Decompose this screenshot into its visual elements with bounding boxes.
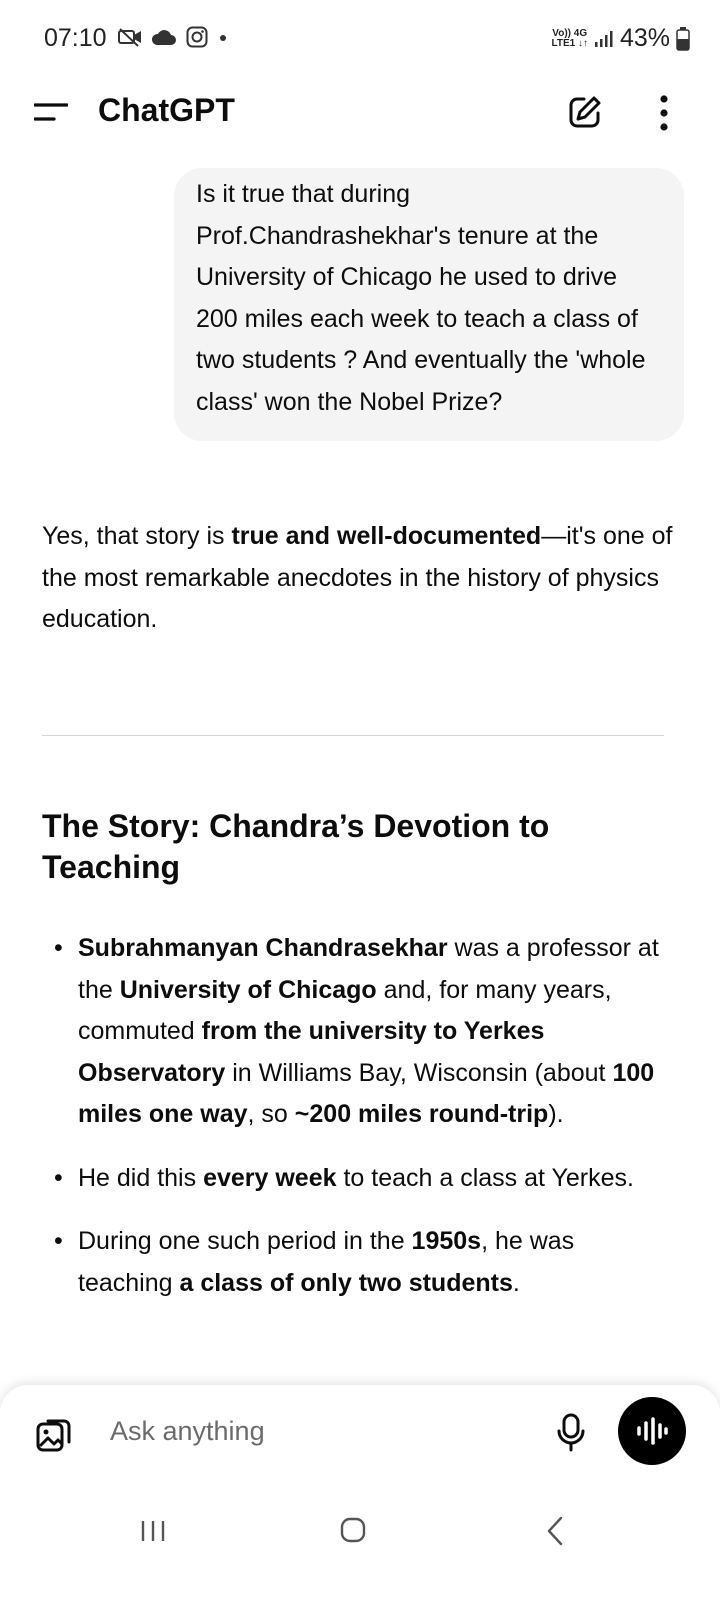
network-label-top: Vo)) 4G — [552, 27, 588, 39]
attach-icon[interactable] — [34, 1415, 74, 1455]
bullet-dot: • — [54, 934, 63, 962]
recent-apps-icon[interactable] — [140, 1519, 166, 1543]
list-item: • During one such period in the 1950s, he was teaching a class of only two students. — [0, 1221, 720, 1304]
network-label-bottom: LTE1 ↓↑ — [551, 37, 588, 49]
dot-icon — [217, 31, 229, 43]
network-indicator — [551, 29, 587, 49]
back-icon[interactable] — [545, 1515, 565, 1547]
bullet-list — [0, 928, 720, 1326]
section-heading: The Story: Chandra’s Devotion to Teaching — [42, 808, 550, 885]
battery-icon — [676, 27, 690, 51]
assistant-response — [42, 516, 678, 641]
status-time: 07:10 — [44, 24, 107, 52]
bullet-dot: • — [54, 1163, 63, 1192]
list-item: • He did this every week to teach a class at Yerkes. — [0, 1158, 720, 1200]
mic-icon[interactable] — [556, 1413, 586, 1453]
system-nav-bar — [0, 1495, 720, 1600]
app-title: ChatGPT — [98, 92, 235, 128]
voice-mode-icon — [635, 1416, 669, 1446]
cloud-icon — [151, 28, 177, 46]
bullet-dot: • — [54, 1227, 63, 1255]
assistant-intro: Yes, that story is true and well-documented—it's one of the most remarkable anecdotes in the history of physics education. — [42, 522, 673, 633]
menu-icon[interactable] — [34, 100, 68, 124]
voice-mode-button[interactable] — [618, 1397, 686, 1465]
user-message-bubble: Is it true that during Prof.Chandrashekhar's tenure at the University of Chicago he used to drive 200 miles each week to teach a class of two students ? And eventually the 'whole class' won the Nobel Prize? — [174, 168, 684, 441]
camera-icon — [118, 27, 142, 47]
more-icon[interactable] — [654, 94, 674, 132]
list-item: • Subrahmanyan Chandrasekhar was a professor at the University of Chicago and, for many years, commuted from the university to Yerkes Observatory in Williams Bay, Wisconsin (about 100 miles one way, so ~200 miles round-trip). — [0, 928, 720, 1136]
message-composer — [0, 1385, 720, 1495]
status-bar — [0, 0, 720, 80]
battery-percent: 43% — [619, 24, 670, 52]
status-system-icons — [551, 24, 690, 53]
section-divider — [42, 735, 664, 736]
home-icon[interactable] — [340, 1517, 366, 1543]
signal-icon — [594, 29, 614, 49]
instagram-icon — [186, 26, 208, 48]
app-header — [0, 80, 720, 140]
status-notification-icons — [118, 26, 229, 48]
edit-icon[interactable] — [567, 94, 603, 130]
ask-input[interactable] — [110, 1411, 530, 1451]
